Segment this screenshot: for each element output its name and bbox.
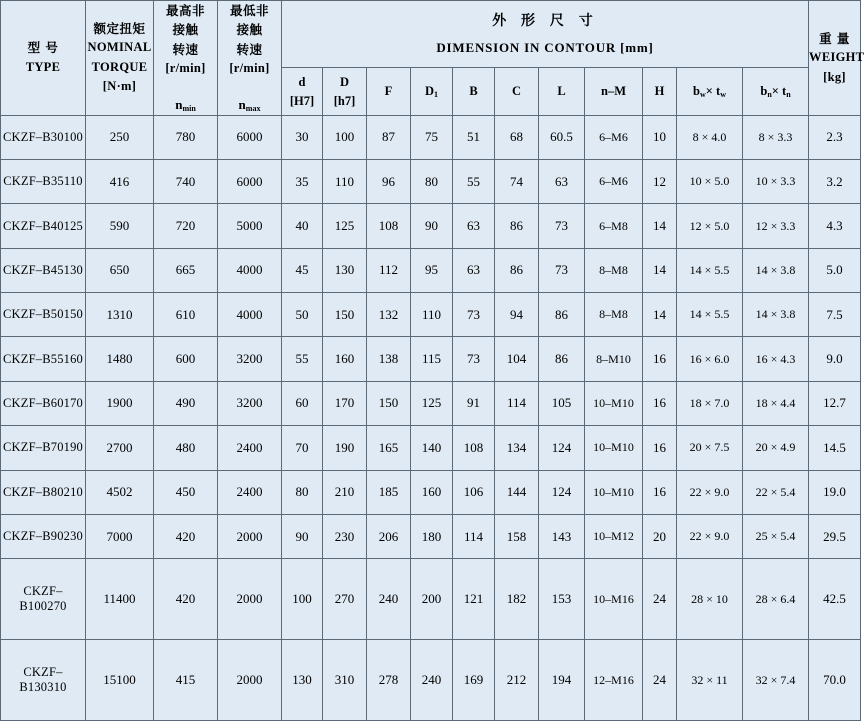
cell-C: 94 (495, 293, 539, 337)
cell-nM: 12–M16 (585, 640, 643, 721)
cell-B: 114 (453, 514, 495, 558)
cell-n_min: 415 (154, 640, 218, 721)
cell-n_min: 600 (154, 337, 218, 381)
cell-C: 86 (495, 204, 539, 248)
cell-weight: 19.0 (809, 470, 861, 514)
cell-bw: 20 × 7.5 (677, 426, 743, 470)
header-L: L (539, 68, 585, 115)
header-torque-en2: TORQUE (91, 59, 148, 74)
cell-weight: 3.2 (809, 160, 861, 204)
cell-n_min: 780 (154, 115, 218, 159)
cell-B: 73 (453, 293, 495, 337)
cell-weight: 5.0 (809, 248, 861, 292)
table-row (1, 381, 861, 425)
cell-L: 143 (539, 514, 585, 558)
cell-type: CKZF–B30100 (1, 115, 86, 159)
cell-B: 108 (453, 426, 495, 470)
cell-nM: 6–M6 (585, 160, 643, 204)
cell-n_max: 5000 (218, 204, 282, 248)
cell-bw: 12 × 5.0 (677, 204, 743, 248)
cell-torque: 416 (86, 160, 154, 204)
table-header-row-main (1, 1, 861, 68)
table-row (1, 248, 861, 292)
cell-bw: 14 × 5.5 (677, 293, 743, 337)
cell-C: 134 (495, 426, 539, 470)
cell-L: 153 (539, 559, 585, 640)
cell-torque: 7000 (86, 514, 154, 558)
cell-F: 132 (367, 293, 411, 337)
header-bw-sub: w (699, 90, 706, 100)
cell-L: 194 (539, 640, 585, 721)
cell-F: 96 (367, 160, 411, 204)
cell-weight: 70.0 (809, 640, 861, 721)
cell-D1: 140 (411, 426, 453, 470)
cell-nM: 8–M8 (585, 248, 643, 292)
cell-type: CKZF–B40125 (1, 204, 86, 248)
header-bw-symbol: b (693, 84, 700, 99)
cell-type: CKZF–B60170 (1, 381, 86, 425)
cell-nM: 8–M8 (585, 293, 643, 337)
header-nmax-cn3: 转速 (236, 41, 263, 57)
cell-d: 55 (282, 337, 323, 381)
cell-L: 124 (539, 470, 585, 514)
cell-bw: 10 × 5.0 (677, 160, 743, 204)
cell-C: 68 (495, 115, 539, 159)
cell-D1: 180 (411, 514, 453, 558)
cell-C: 104 (495, 337, 539, 381)
cell-D1: 160 (411, 470, 453, 514)
cell-B: 121 (453, 559, 495, 640)
header-D1-sub: 1 (434, 90, 439, 100)
header-bn-sub: n (767, 90, 772, 100)
cell-type: CKZF–B45130 (1, 248, 86, 292)
cell-bn: 14 × 3.8 (743, 248, 809, 292)
cell-L: 73 (539, 248, 585, 292)
cell-n_max: 4000 (218, 293, 282, 337)
cell-n_max: 2400 (218, 470, 282, 514)
cell-bw: 18 × 7.0 (677, 381, 743, 425)
cell-D: 125 (323, 204, 367, 248)
cell-C: 144 (495, 470, 539, 514)
cell-n_min: 420 (154, 514, 218, 558)
cell-torque: 4502 (86, 470, 154, 514)
cell-torque: 1310 (86, 293, 154, 337)
table-row (1, 115, 861, 159)
cell-H: 24 (643, 559, 677, 640)
cell-D: 110 (323, 160, 367, 204)
table-row (1, 640, 861, 721)
header-weight (809, 1, 864, 116)
cell-nM: 10–M16 (585, 559, 643, 640)
cell-n_min: 665 (154, 248, 218, 292)
cell-n_max: 4000 (218, 248, 282, 292)
cell-weight: 14.5 (809, 426, 861, 470)
cell-n_max: 6000 (218, 115, 282, 159)
cell-weight: 42.5 (809, 559, 861, 640)
cell-n_min: 490 (154, 381, 218, 425)
cell-nM: 10–M10 (585, 426, 643, 470)
cell-d: 30 (282, 115, 323, 159)
cell-D1: 80 (411, 160, 453, 204)
cell-H: 16 (643, 337, 677, 381)
cell-weight: 9.0 (809, 337, 861, 381)
cell-D: 230 (323, 514, 367, 558)
header-type-cn: 型 号 (27, 40, 59, 56)
cell-bw: 22 × 9.0 (677, 470, 743, 514)
header-nmax-unit: [r/min] (229, 61, 270, 76)
header-nominal-torque (86, 1, 154, 116)
cell-B: 51 (453, 115, 495, 159)
cell-C: 74 (495, 160, 539, 204)
header-dimension-group (282, 1, 809, 68)
table-row (1, 426, 861, 470)
cell-D: 150 (323, 293, 367, 337)
cell-B: 63 (453, 248, 495, 292)
cell-d: 80 (282, 470, 323, 514)
table-row (1, 337, 861, 381)
cell-D1: 125 (411, 381, 453, 425)
header-max-noncontact-speed (154, 1, 218, 116)
header-D-symbol: D (339, 74, 350, 89)
cell-d: 130 (282, 640, 323, 721)
header-d-symbol: d (298, 74, 306, 89)
cell-D: 170 (323, 381, 367, 425)
cell-torque: 1900 (86, 381, 154, 425)
table-row (1, 514, 861, 558)
table-row (1, 293, 861, 337)
cell-bn: 25 × 5.4 (743, 514, 809, 558)
cell-F: 240 (367, 559, 411, 640)
header-weight-en: WEIGHT (809, 50, 864, 65)
header-n-M: n–M (585, 68, 643, 115)
cell-D: 310 (323, 640, 367, 721)
cell-weight: 2.3 (809, 115, 861, 159)
cell-D1: 110 (411, 293, 453, 337)
header-nmax-symbol: $n_{max}$ (238, 96, 261, 113)
cell-D: 130 (323, 248, 367, 292)
table-row (1, 559, 861, 640)
cell-H: 16 (643, 426, 677, 470)
header-min-noncontact-speed (218, 1, 282, 116)
cell-type: CKZF–B100270 (1, 559, 86, 640)
cell-n_max: 2000 (218, 514, 282, 558)
cell-F: 278 (367, 640, 411, 721)
cell-F: 108 (367, 204, 411, 248)
cell-nM: 10–M10 (585, 470, 643, 514)
cell-n_min: 610 (154, 293, 218, 337)
cell-d: 90 (282, 514, 323, 558)
header-d (282, 68, 323, 115)
header-D1 (411, 68, 453, 115)
cell-d: 40 (282, 204, 323, 248)
cell-type: CKZF–B90230 (1, 514, 86, 558)
cell-d: 60 (282, 381, 323, 425)
table-row (1, 204, 861, 248)
cell-n_min: 450 (154, 470, 218, 514)
cell-H: 14 (643, 293, 677, 337)
cell-D1: 200 (411, 559, 453, 640)
cell-C: 212 (495, 640, 539, 721)
cell-d: 100 (282, 559, 323, 640)
cell-bw: 14 × 5.5 (677, 248, 743, 292)
header-bw-tw (677, 68, 743, 115)
cell-n_min: 740 (154, 160, 218, 204)
header-weight-unit: [kg] (823, 69, 846, 84)
cell-torque: 11400 (86, 559, 154, 640)
cell-torque: 2700 (86, 426, 154, 470)
cell-d: 70 (282, 426, 323, 470)
cell-D1: 90 (411, 204, 453, 248)
cell-bn: 20 × 4.9 (743, 426, 809, 470)
cell-D: 190 (323, 426, 367, 470)
header-nmax-cn2: 接触 (236, 22, 263, 38)
cell-weight: 12.7 (809, 381, 861, 425)
header-weight-cn: 重 量 (819, 30, 850, 46)
header-d-fit: [H7] (289, 93, 315, 108)
cell-type: CKZF–B50150 (1, 293, 86, 337)
cell-bw: 22 × 9.0 (677, 514, 743, 558)
cell-D: 210 (323, 470, 367, 514)
cell-torque: 15100 (86, 640, 154, 721)
header-F: F (367, 68, 411, 115)
header-dimension-en: DIMENSION IN CONTOUR [mm] (436, 40, 654, 56)
header-bw-x: × t (705, 84, 721, 99)
header-H: H (643, 68, 677, 115)
header-nmin-symbol: $n_{min}$ (175, 96, 196, 113)
cell-H: 10 (643, 115, 677, 159)
cell-C: 158 (495, 514, 539, 558)
cell-bn: 16 × 4.3 (743, 337, 809, 381)
cell-bw: 16 × 6.0 (677, 337, 743, 381)
header-tn-sub: n (786, 90, 791, 100)
cell-L: 86 (539, 293, 585, 337)
cell-bn: 14 × 3.8 (743, 293, 809, 337)
cell-d: 45 (282, 248, 323, 292)
cell-bn: 32 × 7.4 (743, 640, 809, 721)
header-C: C (495, 68, 539, 115)
cell-F: 165 (367, 426, 411, 470)
cell-L: 124 (539, 426, 585, 470)
cell-bn: 18 × 4.4 (743, 381, 809, 425)
header-dimension-cn: 外 形 尺 寸 (492, 13, 598, 30)
cell-type: CKZF–B70190 (1, 426, 86, 470)
cell-torque: 650 (86, 248, 154, 292)
header-nmax-cn1: 最低非 (229, 3, 269, 18)
cell-weight: 29.5 (809, 514, 861, 558)
cell-C: 182 (495, 559, 539, 640)
cell-nM: 6–M8 (585, 204, 643, 248)
cell-d: 35 (282, 160, 323, 204)
cell-L: 86 (539, 337, 585, 381)
header-nmin-cn3: 转速 (172, 41, 199, 57)
table-row (1, 160, 861, 204)
cell-L: 73 (539, 204, 585, 248)
cell-L: 60.5 (539, 115, 585, 159)
cell-B: 169 (453, 640, 495, 721)
cell-bn: 8 × 3.3 (743, 115, 809, 159)
cell-D1: 95 (411, 248, 453, 292)
header-nmin-cn1: 最高非 (165, 3, 205, 18)
cell-F: 185 (367, 470, 411, 514)
cell-D1: 240 (411, 640, 453, 721)
cell-torque: 1480 (86, 337, 154, 381)
cell-D1: 115 (411, 337, 453, 381)
cell-L: 105 (539, 381, 585, 425)
header-type-en: TYPE (25, 59, 61, 74)
cell-bn: 28 × 6.4 (743, 559, 809, 640)
cell-L: 63 (539, 160, 585, 204)
cell-B: 91 (453, 381, 495, 425)
cell-type: CKZF–B35110 (1, 160, 86, 204)
header-D-fit: [h7] (333, 93, 356, 108)
cell-D: 270 (323, 559, 367, 640)
cell-d: 50 (282, 293, 323, 337)
cell-n_min: 420 (154, 559, 218, 640)
cell-B: 73 (453, 337, 495, 381)
header-tw-sub: w (720, 90, 726, 100)
cell-F: 138 (367, 337, 411, 381)
table-row (1, 470, 861, 514)
cell-nM: 10–M10 (585, 381, 643, 425)
cell-C: 114 (495, 381, 539, 425)
header-nmin-cn2: 接触 (172, 22, 199, 38)
cell-bn: 12 × 3.3 (743, 204, 809, 248)
cell-n_max: 2400 (218, 426, 282, 470)
header-nmin-unit: [r/min] (165, 61, 206, 76)
cell-torque: 590 (86, 204, 154, 248)
cell-nM: 6–M6 (585, 115, 643, 159)
cell-H: 16 (643, 381, 677, 425)
cell-D1: 75 (411, 115, 453, 159)
header-B: B (453, 68, 495, 115)
cell-H: 16 (643, 470, 677, 514)
cell-D: 100 (323, 115, 367, 159)
cell-F: 87 (367, 115, 411, 159)
cell-n_min: 480 (154, 426, 218, 470)
header-bn-x: × t (771, 84, 787, 99)
cell-B: 106 (453, 470, 495, 514)
cell-weight: 7.5 (809, 293, 861, 337)
cell-F: 206 (367, 514, 411, 558)
cell-n_max: 2000 (218, 559, 282, 640)
cell-type: CKZF–B80210 (1, 470, 86, 514)
cell-torque: 250 (86, 115, 154, 159)
cell-weight: 4.3 (809, 204, 861, 248)
header-bn-tn (743, 68, 809, 115)
header-bn-symbol: b (760, 84, 768, 99)
cell-F: 150 (367, 381, 411, 425)
cell-H: 14 (643, 204, 677, 248)
cell-D: 160 (323, 337, 367, 381)
cell-H: 14 (643, 248, 677, 292)
cell-n_max: 6000 (218, 160, 282, 204)
header-torque-unit: [N·m] (102, 79, 137, 94)
header-D (323, 68, 367, 115)
cell-B: 63 (453, 204, 495, 248)
cell-C: 86 (495, 248, 539, 292)
header-D1-symbol: D (424, 84, 435, 99)
cell-bn: 10 × 3.3 (743, 160, 809, 204)
cell-H: 12 (643, 160, 677, 204)
header-torque-en1: NOMINAL (87, 40, 152, 55)
cell-type: CKZF–B130310 (1, 640, 86, 721)
cell-bn: 22 × 5.4 (743, 470, 809, 514)
cell-B: 55 (453, 160, 495, 204)
cell-bw: 8 × 4.0 (677, 115, 743, 159)
cell-nM: 8–M10 (585, 337, 643, 381)
cell-bw: 28 × 10 (677, 559, 743, 640)
cell-n_max: 3200 (218, 337, 282, 381)
cell-nM: 10–M12 (585, 514, 643, 558)
cell-n_max: 3200 (218, 381, 282, 425)
cell-F: 112 (367, 248, 411, 292)
header-torque-cn: 额定扭矩 (93, 21, 146, 37)
cell-H: 20 (643, 514, 677, 558)
header-type (1, 1, 86, 116)
cell-H: 24 (643, 640, 677, 721)
cell-n_min: 720 (154, 204, 218, 248)
cell-type: CKZF–B55160 (1, 337, 86, 381)
cell-bw: 32 × 11 (677, 640, 743, 721)
cell-n_max: 2000 (218, 640, 282, 721)
table-body (1, 115, 861, 721)
